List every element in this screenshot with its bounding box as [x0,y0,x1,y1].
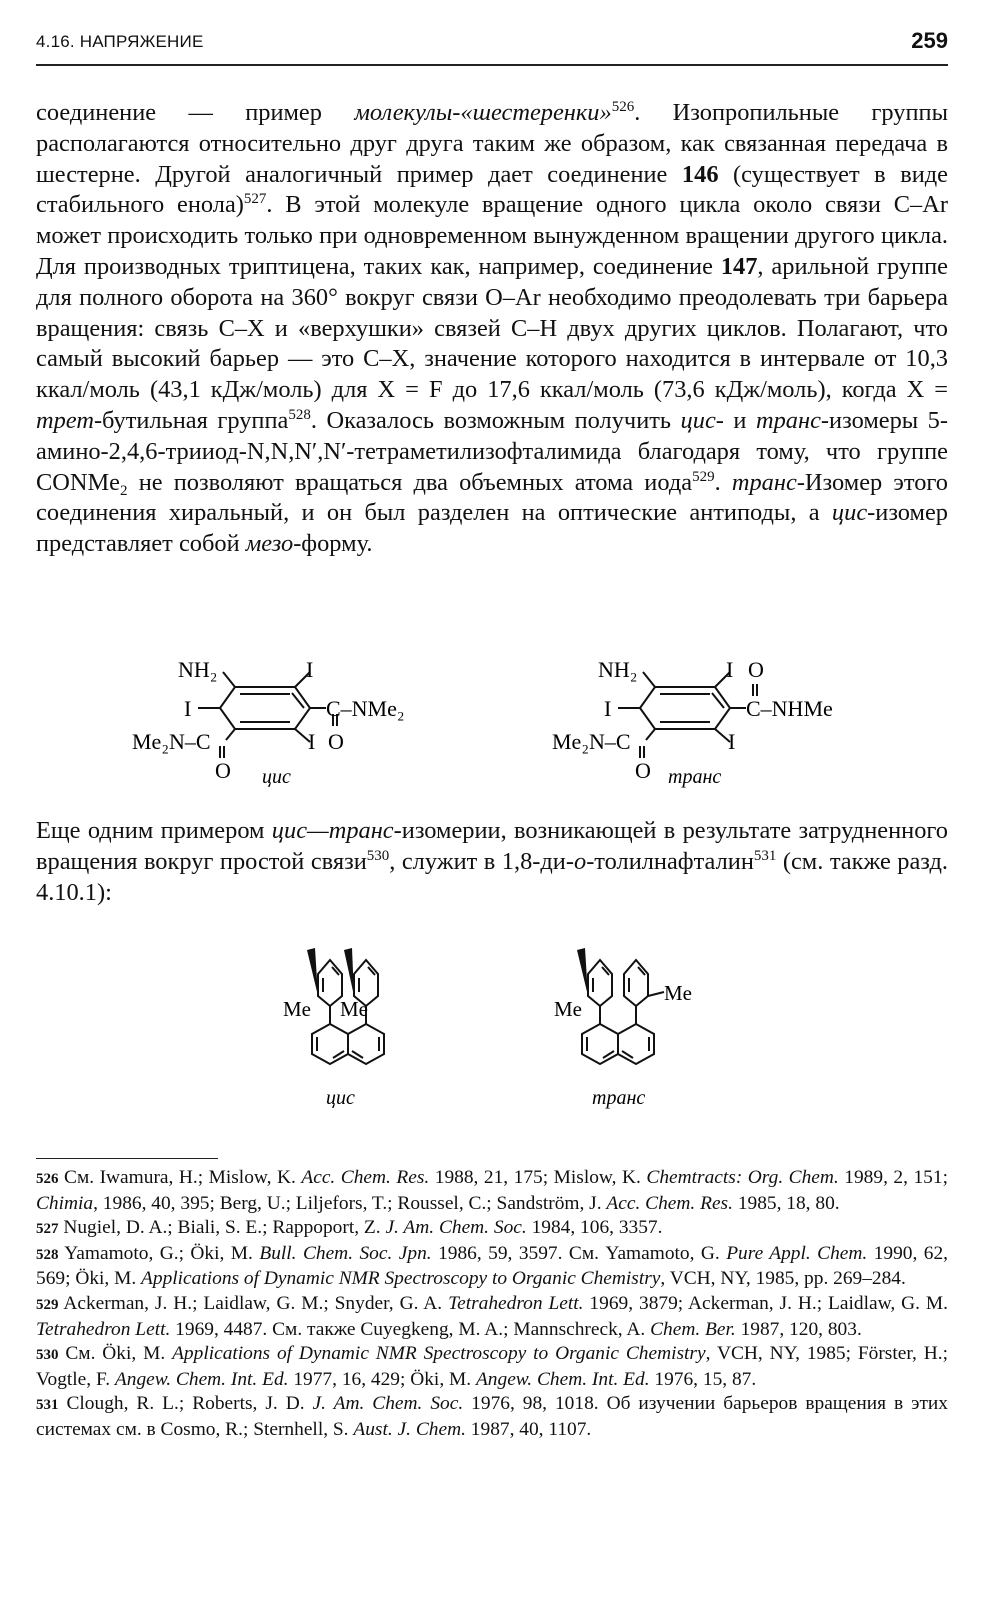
iodine-label: I [184,696,192,721]
footnote-529 [36,1292,948,1342]
amide-label: Me₂N–C [552,729,631,754]
footnote-ref: 531 [753,847,777,864]
structure-caption: транс [668,766,722,788]
text-run: -изомерии, возникающей в результате затрудненного вращения вокруг простой связи [36,817,948,875]
citation-title: Bull. Chem. Soc. Jpn. [259,1242,432,1264]
text-run: не позволяют вращаться два объемных атома иода [127,468,693,496]
citation-title: Chimia [36,1192,94,1214]
italic-term: трет [36,406,94,434]
iodine-label: I [306,657,314,682]
citation-title: Pure Appl. Chem. [726,1242,868,1264]
text-run: , служит в 1,8-ди- [389,847,574,875]
text-run: -изомеры 5-амино-2,4,6-трииод-N,N,N′,N′-тетраметилизофталимида благодаря тому, что группе CONMe [36,406,948,496]
footnotes [36,1166,948,1443]
structure-cis-amide [130,650,460,790]
structure-caption: транс [592,1087,646,1109]
text-run: Еще одним примером [36,817,272,844]
citation-text: 1990, 62, 569; Öki, M. [36,1242,949,1290]
citation-text: 1977, 16, 429; Öki, M. [288,1368,476,1390]
structure-trans-ditolylnaphthalene [548,928,718,1114]
text-run: . Изопропильные группы располагаются относительно друг друга таким же образом, как связанная передача в шестерне. Другой аналогичный пример дает соединение [36,99,948,188]
citation-text: , 1986, 40, 395; Berg, U.; Liljefors, T.; Roussel, C.; Sandström, J. [93,1192,607,1214]
footnote-number: 527 [36,1221,59,1238]
italic-term: цис [680,406,716,434]
footnote-number: 530 [36,1347,59,1364]
citation-title: J. Am. Chem. Soc. [312,1393,464,1415]
amide-label: C–NHMe [746,696,833,721]
footnote-531 [36,1392,948,1442]
text-run: -изомер представляет собой [36,499,948,558]
citation-text: См. Öki, M. [65,1343,173,1365]
citation-text: 1984, 106, 3357. [526,1217,663,1239]
oxygen-label: O [748,657,764,682]
citation-title: Tetrahedron Lett. [36,1318,171,1340]
citation-text: 1976, 15, 87. [649,1368,757,1390]
body-paragraph-2 [36,816,948,908]
text-run: соединение — пример [36,99,355,126]
citation-text: 1985, 18, 80. [732,1192,840,1214]
oxygen-label: O [635,758,651,783]
footnote-number: 529 [36,1296,59,1313]
footnote-number: 531 [36,1397,59,1414]
footnote-rule [36,1158,218,1159]
text-run: . Оказалось возможным получить [310,406,681,434]
italic-term: мезо [245,530,294,558]
italic-term: молекулы-«шестеренки» [354,99,612,126]
citation-text: 1986, 59, 3597. См. Yamamoto, G. [431,1242,727,1264]
citation-text: См. Iwamura, H.; Mislow, K. [64,1167,302,1188]
citation-title: Applications of Dynamic NMR Spectroscopy to Organic Chemistry [172,1343,706,1365]
citation-text: Clough, R. L.; Roberts, J. D. [66,1393,313,1415]
italic-term: цис [831,499,868,527]
running-header [36,24,948,66]
methyl-label: Me [664,981,692,1005]
text-run: (существует в виде стабильного енола) [36,160,948,219]
footnote-number: 528 [36,1246,59,1263]
text-run: -Изомер этого соединения хиральный, и он был разделен на оптические антиподы, а [36,468,948,527]
text-run: -бутильная группа [93,406,289,434]
text-run: -форму. [293,530,373,558]
citation-title: J. Am. Chem. Soc. [385,1217,527,1239]
text-run: . В этой молекуле вращение одного цикла около связи C–Ar может происходить только при одновременном вынужденном вращении другого цикла. Для производных триптицена, таких как, например, соединение [36,191,948,280]
citation-text: 1989, 2, 151; [838,1167,948,1188]
citation-title: Chemtracts: Org. Chem. [646,1167,839,1188]
amide-label: C–NMe₂ [326,696,405,721]
citation-text: 1988, 21, 175; Mislow, K. [429,1167,647,1188]
page-number: 259 [911,28,948,53]
citation-title: Tetrahedron Lett. [448,1292,584,1314]
footnote-527 [36,1216,948,1242]
citation-text: , VCH, NY, 1985, pp. 269–284. [660,1268,906,1290]
citation-title: Acc. Chem. Res. [301,1167,430,1188]
nh2-label: NH₂ [178,657,218,682]
footnote-ref: 526 [611,99,635,115]
italic-term: транс [755,406,821,434]
citation-title: Angew. Chem. Int. Ed. [475,1368,650,1390]
italic-term: транс [731,468,797,496]
citation-title: Chem. Ber. [650,1318,736,1340]
italic-term: о [573,847,587,875]
footnote-526 [36,1166,948,1216]
citation-text: 1976, 98, 1018. Об изучении барьеров вращения в этих системах см. в Cosmo, R.; Sternhell, S. [36,1393,948,1440]
footnote-ref: 529 [692,468,715,485]
body-paragraph-1 [36,98,948,560]
text-run: , арильной группе для полного оборота на 360° вокруг связи O–Ar необходимо преодолевать три барьера вращения: связь C–X и «верхушки» связей C–H двух других циклов. Полагают, что самый высокий барьер — это C–X, значение которого находится в интервале от 10,3 ккал/моль (43,1 кДж/моль) для X = F до 17,6 ккал/моль (73,6 кДж/моль), когда X = [36,252,948,404]
text-run: . [714,468,732,496]
footnote-ref: 530 [366,847,390,864]
citation-text: 1987, 40, 1107. [465,1418,592,1440]
citation-text: Yamamoto, G.; Öki, M. [64,1242,260,1264]
iodine-label: I [728,729,736,754]
citation-text: Ackerman, J. H.; Laidlaw, G. M.; Snyder, G. A. [63,1292,449,1314]
methyl-label: Me [554,997,582,1021]
footnote-530 [36,1342,948,1392]
footnote-number: 526 [36,1171,59,1187]
citation-title: Applications of Dynamic NMR Spectroscopy to Organic Chemistry [141,1268,661,1290]
citation-title: Aust. J. Chem. [353,1418,466,1440]
citation-text: 1969, 4487. См. также Cuyegkeng, M. A.; Mannschreck, A. [170,1318,651,1340]
footnote-ref: 528 [288,406,311,423]
citation-text: 1987, 120, 803. [735,1318,862,1340]
text-run: (см. также разд. 4.10.1): [36,847,949,906]
structure-cis-ditolylnaphthalene [278,928,428,1114]
oxygen-label: O [215,758,231,783]
subscript: 2 [120,482,128,499]
structure-caption: цис [262,766,291,788]
nh2-label: NH₂ [598,657,638,682]
iodine-label: I [308,729,316,754]
amide-label: Me₂N–C [132,729,211,754]
citation-text: , VCH, NY, 1985; Förster, H.; Vogtle, F. [36,1343,948,1390]
citation-text: 1969, 3879; Ackerman, J. H.; Laidlaw, G. M. [583,1292,948,1314]
footnote-528 [36,1242,948,1292]
citation-title: Angew. Chem. Int. Ed. [114,1368,289,1390]
footnote-ref: 527 [243,191,267,208]
citation-title: Acc. Chem. Res. [606,1192,733,1214]
methyl-label: Me [340,997,368,1021]
compound-number: 147 [720,252,758,280]
iodine-label: I [604,696,612,721]
text-run: -толилнафталин [586,847,754,875]
structure-caption: цис [326,1087,355,1109]
compound-number: 146 [681,160,719,188]
citation-text: Nugiel, D. A.; Biali, S. E.; Rappoport, Z. [63,1217,386,1239]
iodine-label: I [726,657,734,682]
italic-term: цис—транс [271,817,394,844]
structure-trans-amide [550,650,880,790]
section-title: 4.16. НАПРЯЖЕНИЕ [36,32,204,51]
oxygen-label: O [328,729,344,754]
methyl-label: Me [283,997,311,1021]
text-run: - и [715,406,756,434]
